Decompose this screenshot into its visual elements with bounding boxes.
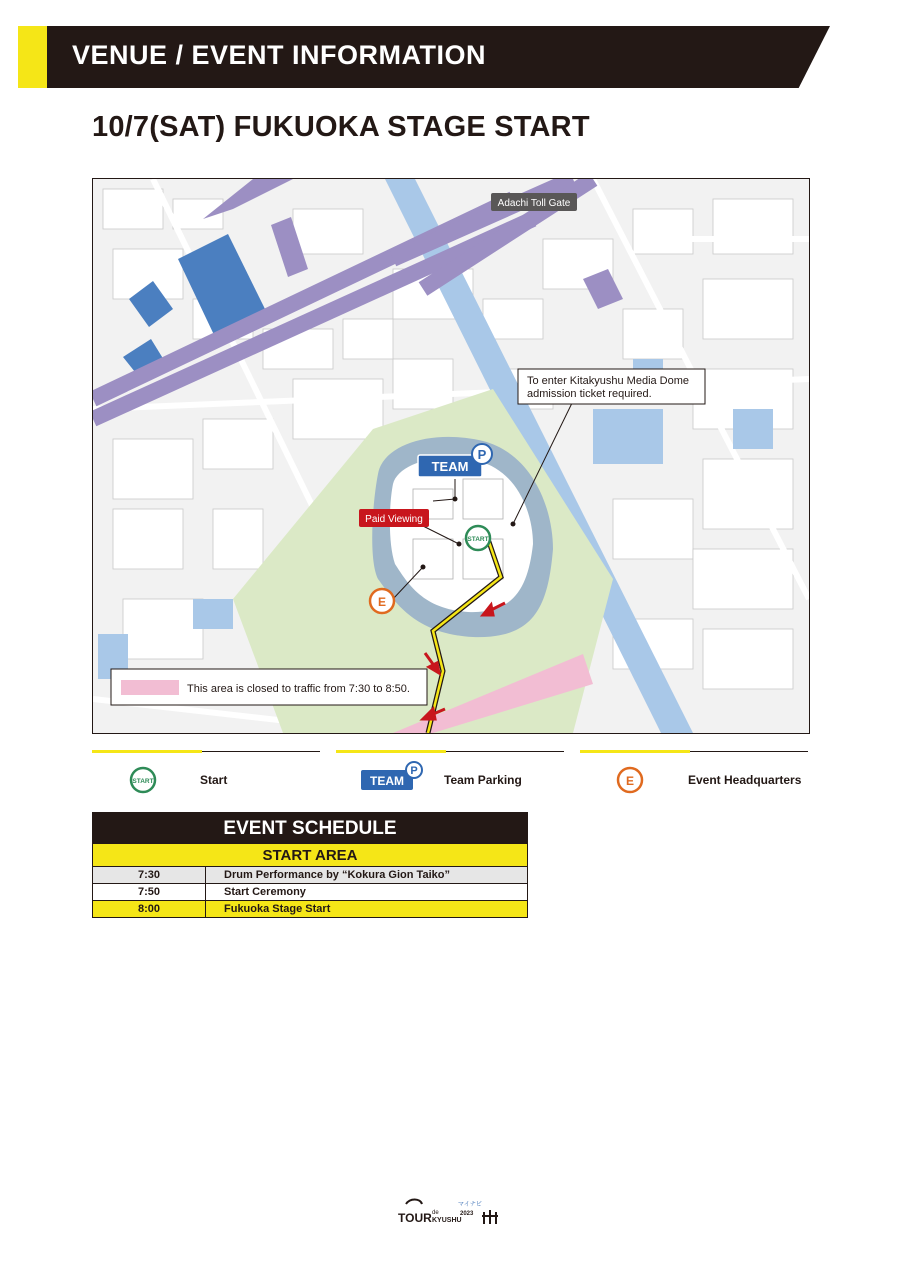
logo-region: KYUSHU (432, 1217, 462, 1224)
header-accent (18, 26, 47, 88)
toll-gate-label: Adachi Toll Gate (497, 198, 571, 209)
start-marker-text: START (467, 536, 489, 543)
ticket-note-line2: admission ticket required. (527, 388, 652, 400)
logo-year: 2023 (460, 1211, 474, 1217)
logo-word: TOUR (398, 1211, 432, 1225)
logo-sponsor: マイナビ (458, 1201, 482, 1208)
legend-label-event-hq: Event Headquarters (688, 773, 802, 787)
logo-mark-icon (482, 1210, 498, 1224)
paid-viewing-label: Paid Viewing (365, 514, 423, 525)
start-icon (127, 765, 159, 795)
page-title: VENUE / EVENT INFORMATION (72, 40, 487, 70)
legend-label-start: Start (200, 773, 228, 787)
schedule-desc: Fukuoka Stage Start (224, 903, 331, 915)
team-parking-icon (358, 760, 428, 794)
schedule-desc: Start Ceremony (224, 886, 306, 898)
dot-paid (457, 542, 462, 547)
schedule-time: 8:00 (93, 901, 206, 917)
venue-map[interactable] (92, 178, 810, 734)
table-row (92, 884, 528, 901)
legend-divider (580, 751, 808, 752)
legend-team-parking (336, 748, 564, 808)
event-schedule-table (92, 812, 528, 918)
parking-letter: P (477, 447, 487, 462)
tour-de-kyushu-logo (398, 1198, 502, 1226)
svg-text:E: E (625, 774, 635, 788)
map-canvas (93, 179, 809, 733)
schedule-title: EVENT SCHEDULE (92, 812, 528, 844)
svg-text:START: START (132, 778, 154, 785)
schedule-area: START AREA (92, 844, 528, 867)
table-row (92, 901, 528, 918)
legend-event-hq (580, 748, 808, 808)
dot-ticket (511, 522, 516, 527)
closure-note-text: This area is closed to traffic from 7:30 to 8:50. (187, 683, 410, 695)
schedule-time: 7:50 (93, 884, 206, 900)
legend-divider (336, 751, 564, 752)
closure-swatch (121, 680, 179, 695)
dot-team (453, 497, 458, 502)
legend-start (92, 748, 320, 808)
svg-text:TEAM: TEAM (370, 774, 404, 788)
stage-title: 10/7(SAT) FUKUOKA STAGE START (92, 111, 590, 143)
legend-divider (92, 751, 320, 752)
dot-hq (421, 565, 426, 570)
logo-de: de (432, 1210, 439, 1216)
ticket-note-line1: To enter Kitakyushu Media Dome (527, 375, 690, 387)
schedule-time: 7:30 (93, 867, 206, 883)
legend-label-team-parking: Team Parking (444, 773, 522, 787)
schedule-desc: Drum Performance by “Kokura Gion Taiko” (224, 869, 450, 881)
event-hq-icon (614, 765, 646, 795)
table-row (92, 867, 528, 884)
header-banner (18, 26, 830, 88)
svg-text:P: P (410, 765, 418, 777)
hq-marker-letter: E (377, 595, 387, 609)
team-marker-text: TEAM (431, 459, 469, 474)
